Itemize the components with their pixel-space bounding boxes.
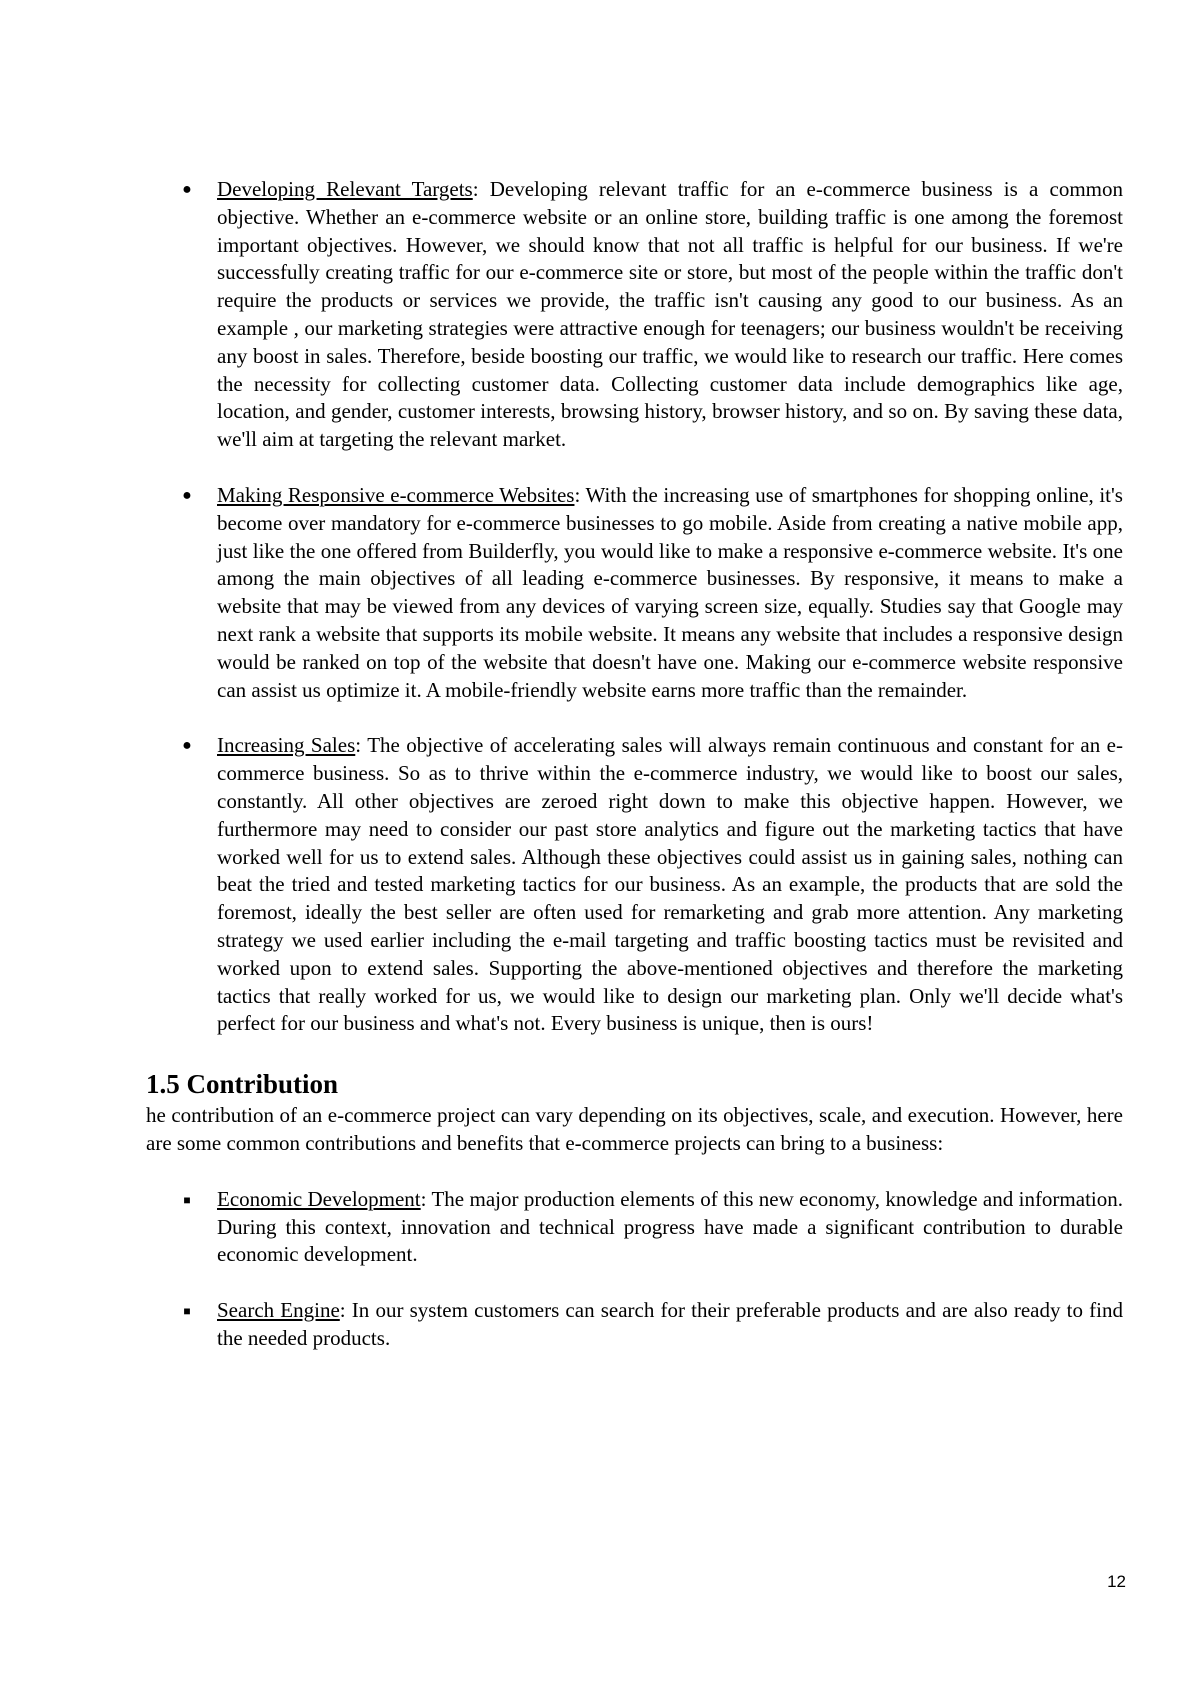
page-number: 12	[1107, 1572, 1126, 1591]
bullet-icon: ●	[182, 737, 192, 755]
objective-item-increasing-sales	[146, 732, 1123, 1038]
objective-item-relevant-targets	[146, 176, 1123, 454]
contribution-item-economic-development	[146, 1186, 1123, 1269]
bullet-icon: ●	[182, 181, 192, 198]
contribution-text: : The major production elements of this new economy, knowledge and information. During this context, innovation and technical progress have made a significant contribution to durable economic development.	[217, 1186, 1124, 1267]
bullet-icon: ●	[182, 486, 192, 504]
contribution-intro: he contribution of an e-commerce project can vary depending on its objectives, scale, and execution. However, here are some common contributions and benefits that e-commerce projects can bring to a business:	[146, 1103, 1123, 1155]
contribution-item-search-engine	[146, 1297, 1123, 1353]
square-bullet-icon: ■	[183, 1192, 191, 1207]
objective-item-responsive-websites	[146, 482, 1123, 704]
objectives-list	[146, 176, 1123, 1038]
objective-term: Making Responsive e-commerce Websites	[217, 482, 575, 507]
section-heading: 1.5 Contribution	[146, 1069, 339, 1100]
contribution-term: Economic Development	[217, 1186, 421, 1211]
square-bullet-icon: ■	[183, 1304, 191, 1319]
objective-term: Increasing Sales	[217, 733, 356, 758]
contribution-term: Search Engine	[217, 1298, 340, 1323]
objective-term: Developing Relevant Targets	[217, 177, 473, 201]
objective-text: : The objective of accelerating sales will always remain continuous and constant for an e-commerce business. So as to thrive within the e-commerce industry, we would like to boost our sales, constantly. All other objectives are zeroed right down to make this objective happen. However, we furthermore may need to consider our past store analytics and figure out the marketing tactics that have worked well for us to extend sales. Although these objectives could assist us in gaining sales, nothing can beat the tried and tested marketing tactics for our business. As an example, the products that are sold the foremost, ideally the best seller are often used for remarketing and grab more attention. Any marketing strategy we used earlier including the e-mail targeting and traffic boosting tactics must be revisited and worked upon to extend sales. Supporting the above-mentioned objectives and therefore the marketing tactics that really worked for us, we would like to design our marketing plan. Only we'll decide what's perfect for our business and what's not. Every business is unique, then is ours!	[217, 733, 1123, 1036]
contribution-list	[146, 1186, 1123, 1353]
contribution-text: : In our system customers can search for their preferable products and are also ready to find the needed products.	[217, 1298, 1123, 1350]
objective-text: : Developing relevant traffic for an e-commerce business is a common objective. Whether an e-commerce website or an online store, building traffic is one among the foremost important objectives. However, we should know that not all traffic is helpful for our business. If we're successfully creating traffic for our e-commerce site or store, but most of the people within the traffic don't require the products or services we provide, the traffic isn't causing any good to our business. As an example , our marketing strategies were attractive enough for teenagers; our business wouldn't be receiving any boost in sales. Therefore, beside boosting our traffic, we would like to research our traffic. Here comes the necessity for collecting customer data. Collecting customer data include demographics like age, location, and gender, customer interests, browsing history, browser history, and so on. By saving these data, we'll aim at targeting the relevant market.	[217, 177, 1123, 452]
objective-text: : With the increasing use of smartphones for shopping online, it's become over mandatory for e-commerce businesses to go mobile. Aside from creating a native mobile app, just like the one offered from Builderfly, you would like to make a responsive e-commerce website. It's one among the main objectives of all leading e-commerce businesses. By responsive, it means to make a website that may be viewed from any devices of varying screen size, equally. Studies say that Google may next rank a website that supports its mobile website. It means any website that includes a responsive design would be ranked on top of the website that doesn't have one. Making our e-commerce website responsive can assist us optimize it. A mobile-friendly website earns more traffic than the remainder.	[217, 482, 1123, 702]
page-content	[146, 176, 1123, 1381]
